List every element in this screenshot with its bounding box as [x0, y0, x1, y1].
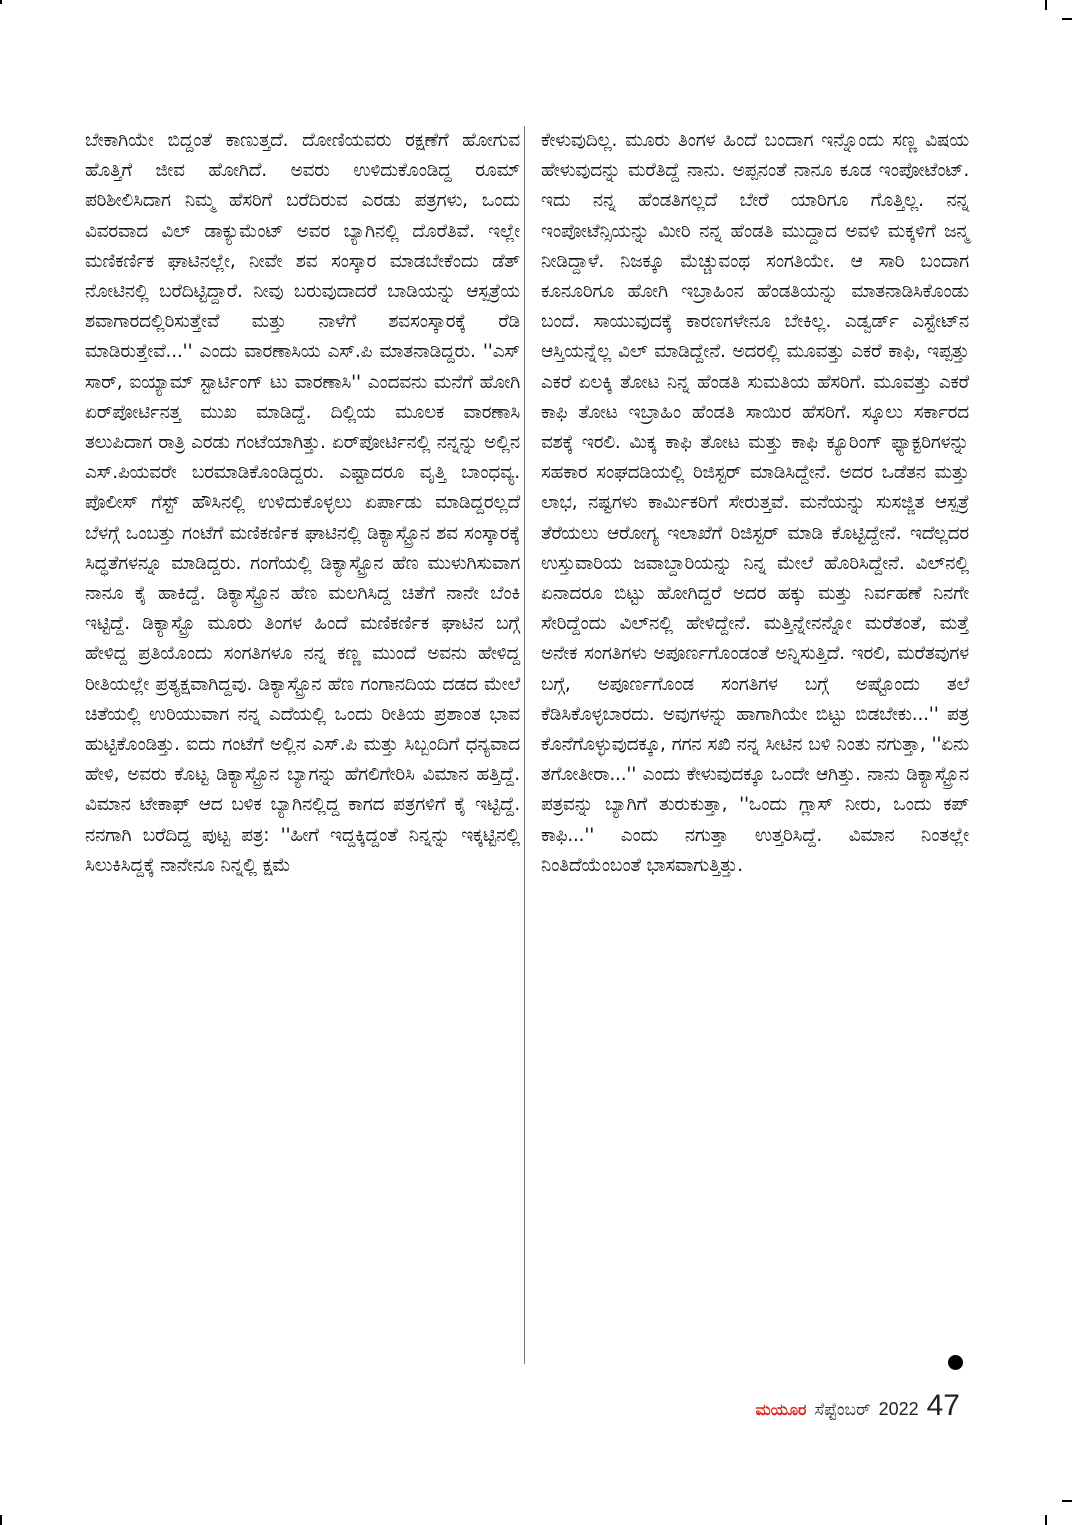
crop-mark-right-bottom — [1062, 1500, 1072, 1502]
left-column-text: ಬೇಕಾಗಿಯೇ ಬಿದ್ದಂತೆ ಕಾಣುತ್ತದೆ. ದೋಣಿಯವರು ರಕ್ಷಣೆಗೆ ಹೋಗುವ ಹೊತ್ತಿಗೆ ಜೀವ ಹೋಗಿದೆ. ಅವರು ಉಳಿದುಕೊಂಡಿದ್ದ ರೂಮ್ ಪರಿಶೀಲಿಸಿದಾಗ ನಿಮ್ಮ ಹೆಸರಿಗೆ ಬರೆದಿರುವ ಎರಡು ಪತ್ರಗಳು, ಒಂದು ವಿವರವಾದ ವಿಲ್ ಡಾಕ್ಯುಮೆಂಟ್ ಅವರ ಬ್ಯಾಗಿನಲ್ಲಿ ದೊರೆತಿವೆ. ಇಲ್ಲೇ ಮಣಿಕರ್ಣಿಕ ಘಾಟಿನಲ್ಲೇ, ನೀವೇ ಶವ ಸಂಸ್ಕಾರ ಮಾಡಬೇಕೆಂದು ಡೆತ್ ನೋಟಿನಲ್ಲಿ ಬರೆದಿಟ್ಟಿದ್ದಾರೆ. ನೀವು ಬರುವುದಾದರೆ ಬಾಡಿಯನ್ನು ಆಸ್ಪತ್ರೆಯ ಶವಾಗಾರದಲ್ಲಿರಿಸುತ್ತೇವೆ ಮತ್ತು ನಾಳೆಗೆ ಶವಸಂಸ್ಕಾರಕ್ಕೆ ರೆಡಿ ಮಾಡಿರುತ್ತೇವೆ...'' ಎಂದು ವಾರಣಾಸಿಯ ಎಸ್.ಪಿ ಮಾತನಾಡಿದ್ದರು. ''ಎಸ್ ಸಾರ್, ಐಯ್ಯಾಮ್ ಸ್ಟಾರ್ಟಿಂಗ್ ಟು ವಾರಣಾಸಿ'' ಎಂದವನು ಮನೆಗೆ ಹೋಗಿ ಏರ್‌ಪೋರ್ಟಿನತ್ತ ಮುಖ ಮಾಡಿದ್ದೆ. ದಿಲ್ಲಿಯ ಮೂಲಕ ವಾರಣಾಸಿ ತಲುಪಿದಾಗ ರಾತ್ರಿ ಎರಡು ಗಂಟೆಯಾಗಿತ್ತು. ಏರ್‌ಪೋರ್ಟಿನಲ್ಲಿ ನನ್ನನ್ನು ಅಲ್ಲಿನ ಎಸ್.ಪಿಯವರೇ ಬರಮಾಡಿಕೊಂಡಿದ್ದರು. ಎಷ್ಟಾದರೂ ವೃತ್ತಿ ಬಾಂಧವ್ಯ. ಪೊಲೀಸ್ ಗೆಸ್ಟ್ ಹೌಸಿನಲ್ಲಿ ಉಳಿದುಕೊಳ್ಳಲು ಏರ್ಪಾಡು ಮಾಡಿದ್ದರಲ್ಲದೆ ಬೆಳಗ್ಗೆ ಒಂಬತ್ತು ಗಂಟೆಗೆ ಮಣಿಕರ್ಣಿಕ ಘಾಟಿನಲ್ಲಿ ಡಿಕ್ಯಾಸ್ಟ್ರೊನ ಶವ ಸಂಸ್ಕಾರಕ್ಕೆ ಸಿದ್ಧತೆಗಳನ್ನೂ ಮಾಡಿದ್ದರು. ಗಂಗೆಯಲ್ಲಿ ಡಿಕ್ಯಾಸ್ಟ್ರೊನ ಹೆಣ ಮುಳುಗಿಸುವಾಗ ನಾನೂ ಕೈ ಹಾಕಿದ್ದೆ. ಡಿಕ್ಯಾಸ್ಟ್ರೊನ ಹೆಣ ಮಲಗಿಸಿದ್ದ ಚಿತೆಗೆ ನಾನೇ ಬೆಂಕಿ ಇಟ್ಟಿದ್ದೆ. ಡಿಕ್ಯಾಸ್ಟ್ರೊ ಮೂರು ತಿಂಗಳ ಹಿಂದೆ ಮಣಿಕರ್ಣಿಕ ಘಾಟಿನ ಬಗ್ಗೆ ಹೇಳಿದ್ದ ಪ್ರತಿಯೊಂದು ಸಂಗತಿಗಳೂ ನನ್ನ ಕಣ್ಣ ಮುಂದೆ ಅವನು ಹೇಳಿದ್ದ ರೀತಿಯಲ್ಲೇ ಪ್ರತ್ಯಕ್ಷವಾಗಿದ್ದವು. ಡಿಕ್ಯಾಸ್ಟ್ರೊನ ಹೆಣ ಗಂಗಾನದಿಯ ದಡದ ಮೇಲೆ ಚಿತೆಯಲ್ಲಿ ಉರಿಯುವಾಗ ನನ್ನ ಎದೆಯಲ್ಲಿ ಒಂದು ರೀತಿಯ ಪ್ರಶಾಂತ ಭಾವ ಹುಟ್ಟಿಕೊಂಡಿತ್ತು. ಐದು ಗಂಟೆಗೆ ಅಲ್ಲಿನ ಎಸ್.ಪಿ ಮತ್ತು ಸಿಬ್ಬಂದಿಗೆ ಧನ್ಯವಾದ ಹೇಳಿ, ಅವರು ಕೊಟ್ಟ ಡಿಕ್ಯಾಸ್ಟ್ರೊನ ಬ್ಯಾಗನ್ನು ಹೆಗಲಿಗೇರಿಸಿ ವಿಮಾನ ಹತ್ತಿದ್ದೆ. ವಿಮಾನ ಟೇಕಾಫ್ ಆದ ಬಳಿಕ ಬ್ಯಾಗಿನಲ್ಲಿದ್ದ ಕಾಗದ ಪತ್ರಗಳಿಗೆ ಕೈ ಇಟ್ಟಿದ್ದೆ. ನನಗಾಗಿ ಬರೆದಿದ್ದ ಪುಟ್ಟ ಪತ್ರ: ''ಹೀಗೆ ಇದ್ದಕ್ಕಿದ್ದಂತೆ ನಿನ್ನನ್ನು ಇಕ್ಕಟ್ಟಿನಲ್ಲಿ ಸಿಲುಕಿಸಿದ್ದಕ್ಕೆ ನಾನೇನೂ ನಿನ್ನಲ್ಲಿ ಕ್ಷಮೆ — [85, 130, 520, 876]
magazine-brand-logo: ಮಯೂರ — [755, 1400, 807, 1419]
crop-mark-right-top — [1062, 18, 1072, 20]
page-number: 47 — [926, 1389, 960, 1422]
crop-mark-bottom-right — [1045, 1515, 1047, 1525]
article-left-column — [85, 126, 520, 881]
crop-mark-bottom-left — [0, 1515, 2, 1525]
issue-year: 2022 — [878, 1399, 919, 1419]
page-footer — [755, 1389, 960, 1423]
column-divider — [524, 126, 525, 1364]
right-column-text: ಕೇಳುವುದಿಲ್ಲ. ಮೂರು ತಿಂಗಳ ಹಿಂದೆ ಬಂದಾಗ ಇನ್ನೊಂದು ಸಣ್ಣ ವಿಷಯ ಹೇಳುವುದನ್ನು ಮರೆತಿದ್ದೆ ನಾನು. ಅಪ್ಪನಂತೆ ನಾನೂ ಕೂಡ ಇಂಪೋಟೆಂಟ್. ಇದು ನನ್ನ ಹೆಂಡತಿಗಲ್ಲದೆ ಬೇರೆ ಯಾರಿಗೂ ಗೊತ್ತಿಲ್ಲ. ನನ್ನ ಇಂಪೋಟೆನ್ಸಿಯನ್ನು ಮೀರಿ ನನ್ನ ಹೆಂಡತಿ ಮುದ್ದಾದ ಅವಳಿ ಮಕ್ಕಳಿಗೆ ಜನ್ಮ ನೀಡಿದ್ದಾಳೆ. ನಿಜಕ್ಕೂ ಮೆಚ್ಚುವಂಥ ಸಂಗತಿಯೇ. ಆ ಸಾರಿ ಬಂದಾಗ ಕೂನೂರಿಗೂ ಹೋಗಿ ಇಬ್ರಾಹಿಂನ ಹೆಂಡತಿಯನ್ನು ಮಾತನಾಡಿಸಿಕೊಂಡು ಬಂದೆ. ಸಾಯುವುದಕ್ಕೆ ಕಾರಣಗಳೇನೂ ಬೇಕಿಲ್ಲ. ಎಡ್ವರ್ಡ್ ಎಸ್ಟೇಟ್‌ನ ಆಸ್ತಿಯನ್ನೆಲ್ಲ ವಿಲ್ ಮಾಡಿದ್ದೇನೆ. ಅದರಲ್ಲಿ ಮೂವತ್ತು ಎಕರೆ ಕಾಫಿ, ಇಪ್ಪತ್ತು ಎಕರೆ ಏಲಕ್ಕಿ ತೋಟ ನಿನ್ನ ಹೆಂಡತಿ ಸುಮತಿಯ ಹೆಸರಿಗೆ. ಮೂವತ್ತು ಎಕರೆ ಕಾಫಿ ತೋಟ ಇಬ್ರಾಹಿಂ ಹೆಂಡತಿ ಸಾಯಿರ ಹೆಸರಿಗೆ. ಸ್ಕೂಲು ಸರ್ಕಾರದ ವಶಕ್ಕೆ ಇರಲಿ. ಮಿಕ್ಕ ಕಾಫಿ ತೋಟ ಮತ್ತು ಕಾಫಿ ಕ್ಯೂರಿಂಗ್ ಫ್ಯಾಕ್ಟರಿಗಳನ್ನು ಸಹಕಾರ ಸಂಘದಡಿಯಲ್ಲಿ ರಿಜಿಸ್ಟರ್ ಮಾಡಿಸಿದ್ದೇನೆ. ಅದರ ಒಡೆತನ ಮತ್ತು ಲಾಭ, ನಷ್ಟಗಳು ಕಾರ್ಮಿಕರಿಗೆ ಸೇರುತ್ತವೆ. ಮನೆಯನ್ನು ಸುಸಜ್ಜಿತ ಆಸ್ಪತ್ರೆ ತೆರೆಯಲು ಆರೋಗ್ಯ ಇಲಾಖೆಗೆ ರಿಜಿಸ್ಟರ್ ಮಾಡಿ ಕೊಟ್ಟಿದ್ದೇನೆ. ಇದೆಲ್ಲದರ ಉಸ್ತುವಾರಿಯ ಜವಾಬ್ದಾರಿಯನ್ನು ನಿನ್ನ ಮೇಲೆ ಹೊರಿಸಿದ್ದೇನೆ. ವಿಲ್‌ನಲ್ಲಿ ಏನಾದರೂ ಬಿಟ್ಟು ಹೋಗಿದ್ದರೆ ಅದರ ಹಕ್ಕು ಮತ್ತು ನಿರ್ವಹಣೆ ನಿನಗೇ ಸೇರಿದ್ದೆಂದು ವಿಲ್‌ನಲ್ಲಿ ಹೇಳಿದ್ದೇನೆ. ಮತ್ತಿನ್ನೇನನ್ನೋ ಮರೆತಂತೆ, ಮತ್ತೆ ಅನೇಕ ಸಂಗತಿಗಳು ಅಪೂರ್ಣಗೊಂಡಂತೆ ಅನ್ನಿಸುತ್ತಿದೆ. ಇರಲಿ, ಮರೆತವುಗಳ ಬಗ್ಗೆ, ಅಪೂರ್ಣಗೊಂಡ ಸಂಗತಿಗಳ ಬಗ್ಗೆ ಅಷ್ಟೊಂದು ತಲೆ ಕೆಡಿಸಿಕೊಳ್ಳಬಾರದು. ಅವುಗಳನ್ನು ಹಾಗಾಗಿಯೇ ಬಿಟ್ಟು ಬಿಡಬೇಕು...'' ಪತ್ರ ಕೊನೆಗೊಳ್ಳುವುದಕ್ಕೂ, ಗಗನ ಸಖಿ ನನ್ನ ಸೀಟಿನ ಬಳಿ ನಿಂತು ನಗುತ್ತಾ, ''ಏನು ತಗೋತೀರಾ...'' ಎಂದು ಕೇಳುವುದಕ್ಕೂ ಒಂದೇ ಆಗಿತ್ತು. ನಾನು ಡಿಕ್ಯಾಸ್ಟ್ರೊನ ಪತ್ರವನ್ನು ಬ್ಯಾಗಿಗೆ ತುರುಕುತ್ತಾ, ''ಒಂದು ಗ್ಲಾಸ್ ನೀರು, ಒಂದು ಕಪ್ ಕಾಫಿ...'' ಎಂದು ನಗುತ್ತಾ ಉತ್ತರಿಸಿದ್ದೆ. ವಿಮಾನ ನಿಂತಲ್ಲೇ ನಿಂತಿದೆಯೆಂಬಂತೆ ಭಾಸವಾಗುತ್ತಿತ್ತು. — [541, 130, 969, 876]
crop-mark-top-right — [1045, 0, 1047, 10]
crop-mark-top-left — [0, 0, 2, 4]
article-right-column — [541, 126, 969, 881]
issue-month: ಸೆಪ್ಟೆಂಬರ್ — [814, 1400, 871, 1420]
end-of-article-bullet-icon — [948, 1355, 963, 1370]
